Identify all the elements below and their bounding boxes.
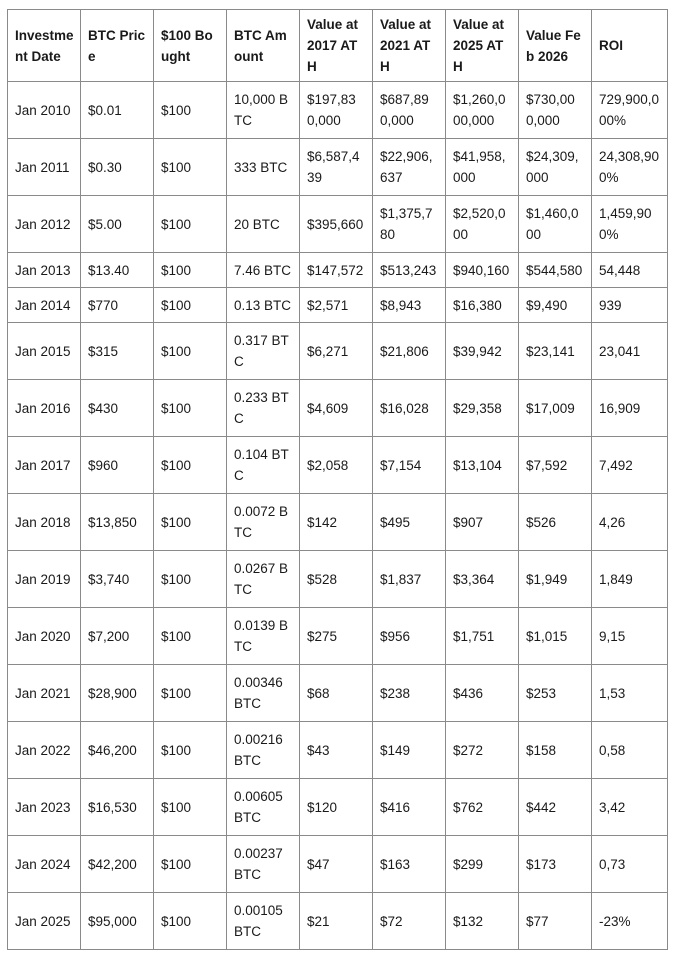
cell-btc-price: $13,850: [81, 494, 154, 551]
cell-btc-amount: 0.00237 BTC: [227, 836, 300, 893]
cell-roi: 939: [592, 288, 668, 323]
cell-roi: 4,26: [592, 494, 668, 551]
cell-value-2021-ath: $1,837: [373, 551, 446, 608]
cell-btc-amount: 0.317 BTC: [227, 323, 300, 380]
cell-btc-amount: 0.0267 BTC: [227, 551, 300, 608]
cell-value-2025-ath: $1,751: [446, 608, 519, 665]
cell-investment-date: Jan 2025: [8, 893, 81, 950]
cell-value-2025-ath: $16,380: [446, 288, 519, 323]
cell-value-2017-ath: $6,271: [300, 323, 373, 380]
cell-value-2021-ath: $956: [373, 608, 446, 665]
cell-value-2021-ath: $21,806: [373, 323, 446, 380]
header-investment-date: Investment Date: [8, 10, 81, 82]
cell-value-feb-2026: $1,015: [519, 608, 592, 665]
cell-amount-bought: $100: [154, 196, 227, 253]
cell-amount-bought: $100: [154, 836, 227, 893]
cell-investment-date: Jan 2015: [8, 323, 81, 380]
table-row: [8, 288, 668, 323]
cell-value-2021-ath: $22,906,637: [373, 139, 446, 196]
cell-value-2017-ath: $2,571: [300, 288, 373, 323]
table-row: [8, 139, 668, 196]
table-row: [8, 779, 668, 836]
cell-value-2025-ath: $940,160: [446, 253, 519, 288]
cell-value-feb-2026: $158: [519, 722, 592, 779]
cell-amount-bought: $100: [154, 893, 227, 950]
cell-amount-bought: $100: [154, 779, 227, 836]
btc-investment-table: [7, 9, 668, 950]
cell-roi: 3,42: [592, 779, 668, 836]
cell-value-2021-ath: $163: [373, 836, 446, 893]
cell-amount-bought: $100: [154, 437, 227, 494]
cell-btc-price: $315: [81, 323, 154, 380]
cell-value-2021-ath: $7,154: [373, 437, 446, 494]
cell-btc-price: $16,530: [81, 779, 154, 836]
cell-value-feb-2026: $442: [519, 779, 592, 836]
cell-amount-bought: $100: [154, 82, 227, 139]
cell-btc-price: $770: [81, 288, 154, 323]
cell-value-2017-ath: $47: [300, 836, 373, 893]
cell-btc-amount: 20 BTC: [227, 196, 300, 253]
header-row: [8, 10, 668, 82]
cell-btc-amount: 0.13 BTC: [227, 288, 300, 323]
cell-value-feb-2026: $77: [519, 893, 592, 950]
cell-btc-amount: 333 BTC: [227, 139, 300, 196]
cell-value-feb-2026: $23,141: [519, 323, 592, 380]
cell-value-feb-2026: $526: [519, 494, 592, 551]
cell-value-2025-ath: $39,942: [446, 323, 519, 380]
cell-value-feb-2026: $730,000,000: [519, 82, 592, 139]
cell-investment-date: Jan 2017: [8, 437, 81, 494]
cell-value-2025-ath: $13,104: [446, 437, 519, 494]
cell-value-2025-ath: $1,260,000,000: [446, 82, 519, 139]
cell-value-2025-ath: $2,520,000: [446, 196, 519, 253]
cell-value-feb-2026: $17,009: [519, 380, 592, 437]
cell-value-2025-ath: $762: [446, 779, 519, 836]
cell-value-2021-ath: $495: [373, 494, 446, 551]
cell-roi: 0,58: [592, 722, 668, 779]
header-value-feb-2026: Value Feb 2026: [519, 10, 592, 82]
cell-value-2017-ath: $275: [300, 608, 373, 665]
cell-value-2017-ath: $142: [300, 494, 373, 551]
cell-amount-bought: $100: [154, 494, 227, 551]
cell-roi: 16,909: [592, 380, 668, 437]
table-row: [8, 836, 668, 893]
cell-btc-price: $430: [81, 380, 154, 437]
cell-btc-price: $7,200: [81, 608, 154, 665]
cell-investment-date: Jan 2019: [8, 551, 81, 608]
cell-value-2021-ath: $1,375,780: [373, 196, 446, 253]
table-row: [8, 722, 668, 779]
cell-investment-date: Jan 2016: [8, 380, 81, 437]
table-row: [8, 380, 668, 437]
cell-value-2017-ath: $6,587,439: [300, 139, 373, 196]
cell-roi: 1,459,900%: [592, 196, 668, 253]
cell-roi: 1,53: [592, 665, 668, 722]
cell-investment-date: Jan 2013: [8, 253, 81, 288]
table-row: [8, 196, 668, 253]
cell-amount-bought: $100: [154, 608, 227, 665]
table-row: [8, 665, 668, 722]
cell-investment-date: Jan 2018: [8, 494, 81, 551]
cell-btc-price: $42,200: [81, 836, 154, 893]
table-row: [8, 323, 668, 380]
cell-value-2017-ath: $43: [300, 722, 373, 779]
header-value-2021-ath: Value at 2021 ATH: [373, 10, 446, 82]
table-body: [8, 82, 668, 950]
cell-value-2017-ath: $68: [300, 665, 373, 722]
table-row: [8, 608, 668, 665]
cell-value-2025-ath: $299: [446, 836, 519, 893]
cell-value-feb-2026: $253: [519, 665, 592, 722]
cell-roi: 729,900,000%: [592, 82, 668, 139]
cell-value-feb-2026: $544,580: [519, 253, 592, 288]
cell-value-2021-ath: $149: [373, 722, 446, 779]
cell-value-feb-2026: $173: [519, 836, 592, 893]
cell-value-2017-ath: $395,660: [300, 196, 373, 253]
cell-btc-price: $5.00: [81, 196, 154, 253]
cell-roi: 1,849: [592, 551, 668, 608]
header-100-bought: $100 Bought: [154, 10, 227, 82]
cell-roi: 7,492: [592, 437, 668, 494]
cell-btc-price: $960: [81, 437, 154, 494]
cell-btc-amount: 0.0139 BTC: [227, 608, 300, 665]
cell-value-2021-ath: $8,943: [373, 288, 446, 323]
cell-amount-bought: $100: [154, 139, 227, 196]
cell-investment-date: Jan 2020: [8, 608, 81, 665]
cell-btc-amount: 7.46 BTC: [227, 253, 300, 288]
cell-amount-bought: $100: [154, 380, 227, 437]
cell-investment-date: Jan 2010: [8, 82, 81, 139]
cell-value-2017-ath: $197,830,000: [300, 82, 373, 139]
table-row: [8, 437, 668, 494]
cell-value-feb-2026: $9,490: [519, 288, 592, 323]
header-btc-price: BTC Price: [81, 10, 154, 82]
cell-btc-price: $46,200: [81, 722, 154, 779]
cell-btc-price: $0.30: [81, 139, 154, 196]
table-row: [8, 551, 668, 608]
cell-value-2017-ath: $21: [300, 893, 373, 950]
header-value-2017-ath: Value at 2017 ATH: [300, 10, 373, 82]
cell-amount-bought: $100: [154, 665, 227, 722]
cell-value-2021-ath: $416: [373, 779, 446, 836]
cell-value-2017-ath: $147,572: [300, 253, 373, 288]
cell-value-2017-ath: $4,609: [300, 380, 373, 437]
cell-btc-amount: 0.104 BTC: [227, 437, 300, 494]
cell-value-feb-2026: $24,309,000: [519, 139, 592, 196]
cell-btc-price: $13.40: [81, 253, 154, 288]
cell-roi: -23%: [592, 893, 668, 950]
cell-roi: 54,448: [592, 253, 668, 288]
cell-investment-date: Jan 2011: [8, 139, 81, 196]
cell-btc-amount: 0.233 BTC: [227, 380, 300, 437]
header-value-2025-ath: Value at 2025 ATH: [446, 10, 519, 82]
cell-btc-amount: 0.00346 BTC: [227, 665, 300, 722]
cell-btc-amount: 0.00605 BTC: [227, 779, 300, 836]
cell-value-feb-2026: $1,949: [519, 551, 592, 608]
cell-amount-bought: $100: [154, 722, 227, 779]
cell-investment-date: Jan 2021: [8, 665, 81, 722]
cell-btc-price: $28,900: [81, 665, 154, 722]
cell-value-2021-ath: $238: [373, 665, 446, 722]
table-row: [8, 253, 668, 288]
cell-amount-bought: $100: [154, 551, 227, 608]
cell-investment-date: Jan 2012: [8, 196, 81, 253]
cell-value-2025-ath: $29,358: [446, 380, 519, 437]
cell-amount-bought: $100: [154, 253, 227, 288]
cell-value-2017-ath: $528: [300, 551, 373, 608]
header-roi: ROI: [592, 10, 668, 82]
cell-value-2025-ath: $132: [446, 893, 519, 950]
cell-value-2025-ath: $436: [446, 665, 519, 722]
cell-btc-price: $3,740: [81, 551, 154, 608]
cell-value-2021-ath: $72: [373, 893, 446, 950]
cell-roi: 24,308,900%: [592, 139, 668, 196]
cell-value-2025-ath: $907: [446, 494, 519, 551]
cell-investment-date: Jan 2014: [8, 288, 81, 323]
cell-amount-bought: $100: [154, 288, 227, 323]
cell-value-feb-2026: $7,592: [519, 437, 592, 494]
cell-amount-bought: $100: [154, 323, 227, 380]
cell-value-2025-ath: $272: [446, 722, 519, 779]
cell-investment-date: Jan 2023: [8, 779, 81, 836]
header-btc-amount: BTC Amount: [227, 10, 300, 82]
cell-btc-price: $0.01: [81, 82, 154, 139]
table-row: [8, 494, 668, 551]
cell-investment-date: Jan 2024: [8, 836, 81, 893]
cell-value-2021-ath: $687,890,000: [373, 82, 446, 139]
cell-investment-date: Jan 2022: [8, 722, 81, 779]
cell-btc-amount: 10,000 BTC: [227, 82, 300, 139]
cell-value-2021-ath: $513,243: [373, 253, 446, 288]
cell-roi: 0,73: [592, 836, 668, 893]
cell-value-2017-ath: $2,058: [300, 437, 373, 494]
cell-value-2025-ath: $3,364: [446, 551, 519, 608]
cell-value-2021-ath: $16,028: [373, 380, 446, 437]
cell-roi: 9,15: [592, 608, 668, 665]
cell-btc-amount: 0.00216 BTC: [227, 722, 300, 779]
cell-value-2025-ath: $41,958,000: [446, 139, 519, 196]
table-row: [8, 82, 668, 139]
cell-value-feb-2026: $1,460,000: [519, 196, 592, 253]
table-row: [8, 893, 668, 950]
cell-btc-amount: 0.00105 BTC: [227, 893, 300, 950]
cell-btc-price: $95,000: [81, 893, 154, 950]
cell-roi: 23,041: [592, 323, 668, 380]
cell-btc-amount: 0.0072 BTC: [227, 494, 300, 551]
cell-value-2017-ath: $120: [300, 779, 373, 836]
table-header: [8, 10, 668, 82]
